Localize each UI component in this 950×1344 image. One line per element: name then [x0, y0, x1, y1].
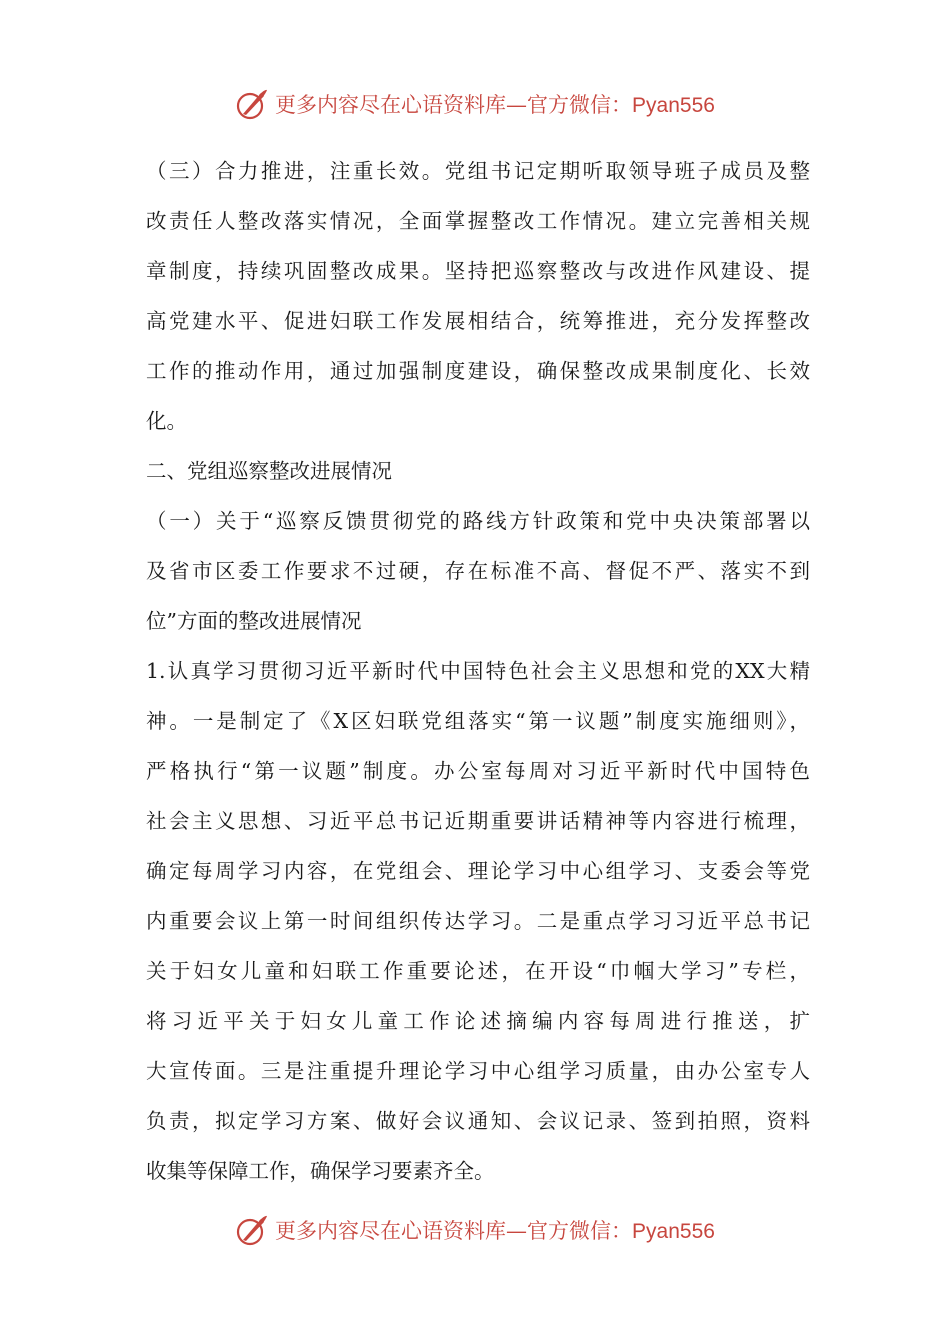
text-line: （三）合力推进，注重长效。党组书记定期听取领导班子成员及整	[146, 159, 810, 183]
watermark-label: 更多内容尽在心语资料库—官方微信：	[275, 1219, 633, 1243]
wechat-id: Pyan556	[632, 1220, 715, 1243]
quill-pen-circle-icon	[235, 87, 269, 121]
text-line: 严格执行“第一议题”制度。办公室每周对习近平新时代中国特色	[146, 759, 810, 783]
text-line: 1.认真学习贯彻习近平新时代中国特色社会主义思想和党的XX大精	[146, 659, 810, 683]
watermark-text	[275, 89, 715, 119]
text-line: （一）关于“巡察反馈贯彻党的路线方针政策和党中央决策部署以	[146, 509, 810, 533]
quill-pen-circle-icon	[235, 1213, 269, 1247]
text-line: 收集等保障工作，确保学习要素齐全。	[146, 1159, 495, 1183]
watermark-text	[275, 1215, 715, 1245]
document-body	[146, 146, 810, 1196]
text-line: 大宣传面。三是注重提升理论学习中心组学习质量，由办公室专人	[146, 1059, 810, 1083]
text-line: 将习近平关于妇女儿童工作论述摘编内容每周进行推送，扩	[146, 1009, 810, 1033]
wechat-id: Pyan556	[632, 94, 715, 117]
text-line: 负责，拟定学习方案、做好会议通知、会议记录、签到拍照，资料	[146, 1109, 810, 1133]
text-line: 神。一是制定了《X区妇联党组落实“第一议题”制度实施细则》，	[146, 709, 810, 733]
text-line: 位”方面的整改进展情况	[146, 609, 362, 633]
text-line: 高党建水平、促进妇联工作发展相结合，统筹推进，充分发挥整改	[146, 309, 810, 333]
watermark-banner-bottom	[0, 1210, 950, 1250]
watermark-label: 更多内容尽在心语资料库—官方微信：	[275, 93, 633, 117]
text-line: 内重要会议上第一时间组织传达学习。二是重点学习习近平总书记	[146, 909, 810, 933]
text-line: 化。	[146, 409, 187, 433]
text-line: 确定每周学习内容，在党组会、理论学习中心组学习、支委会等党	[146, 859, 810, 883]
text-line: 关于妇女儿童和妇联工作重要论述，在开设“巾帼大学习”专栏，	[146, 959, 810, 983]
text-line: 改责任人整改落实情况，全面掌握整改工作情况。建立完善相关规	[146, 209, 810, 233]
text-line: 社会主义思想、习近平总书记近期重要讲话精神等内容进行梳理，	[146, 809, 810, 833]
watermark-banner-top	[0, 84, 950, 124]
text-line: 工作的推动作用，通过加强制度建设，确保整改成果制度化、长效	[146, 359, 810, 383]
text-line: 及省市区委工作要求不过硬，存在标准不高、督促不严、落实不到	[146, 559, 810, 583]
text-line: 章制度，持续巩固整改成果。坚持把巡察整改与改进作风建设、提	[146, 259, 810, 283]
section-heading: 二、党组巡察整改进展情况	[146, 459, 392, 483]
